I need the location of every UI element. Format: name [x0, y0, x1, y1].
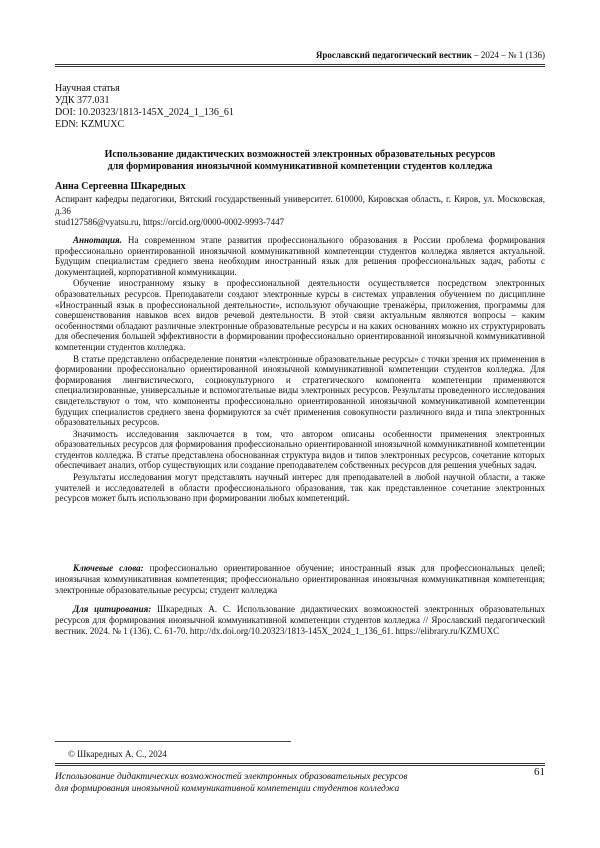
abstract-paragraph: Обучение иностранному языку в профессиональной деятельности осуществляется посредством электронных образовательных ресурсов. Преподаватели создают электронные курсы в системах управления обучением по дисциплине «Иностранный язык в профессиональной деятельности», используют обучающие тренажёры, приложения, программы для совершенствования навыков всех видов речевой деятельности. В этой связи актуальным являются вопросы – каким особенностями обладают различные электронные образовательные ресурсы и на каких основаниях можно их структурировать для обеспечения большей эффективности в формировании профессионально ориентированной иноязычной коммуникативной компетенции студентов колледжа.: [55, 278, 545, 352]
keywords-label: Ключевые слова:: [73, 563, 144, 573]
footer-rule: [55, 763, 545, 764]
abstract-paragraph: Результаты исследования могут представлять научный интерес для преподавателей в любой научной области, а также учителей и исследователей в области профессионального образования, так как представленное сочетание электронных ресурсов может быть использовано при формировании любых компетенций.: [55, 472, 545, 504]
copyright-footnote: © Шкаредных А. С., 2024: [68, 749, 167, 759]
abstract-paragraph: Значимость исследования заключается в том, что автором описаны особенности применения электронных образовательных ресурсов для формирования профессионально ориентированной иноязычной коммуникативной компетенции студентов колледжа. В статье представлена обоснованная структура видов и типов электронных ресурсов, сочетание которых обеспечивает анализ, отбор существующих или создание преподавателем собственных ресурсов для решения учебных задач.: [55, 428, 545, 471]
citation: [55, 604, 545, 637]
udk: УДК 377.031: [55, 95, 110, 106]
article-title: [55, 149, 545, 173]
footer-line-2: для формирования иноязычной коммуникативной компетенции студентов колледжа: [55, 784, 400, 794]
article-meta: [55, 83, 234, 131]
author-affiliation: [55, 194, 545, 229]
journal-issue: – 2024 – № 1 (136): [471, 50, 545, 60]
title-line-2: для формирования иноязычной коммуникативной компетенции студентов колледжа: [107, 161, 493, 172]
footnote-rule: [55, 741, 291, 742]
journal-name: Ярославский педагогический вестник: [315, 50, 472, 60]
doi: DOI: 10.20323/1813-145X_2024_1_136_61: [55, 107, 234, 118]
keywords: [55, 563, 545, 596]
abstract-paragraph: В статье представлено опбасределение понятия «электронные образовательные ресурсы» с точки зрения их применения в формировании профессионально ориентированной иноязычной коммуникативной компетенции студентов колледжа. Для формирования лингвистического, социокультурного и стратегического компонента компетенции применяются специализированные, универсальные и вспомогательные виды электронных ресурсов. Результаты проведенного исследования свидетельствуют о том, что компоненты профессионально ориентированной иноязычной коммуникативной компетенции будущих специалистов среднего звена формируются за счёт применения совокупности различного вида и типа электронных образовательных ресурсов.: [55, 353, 545, 428]
author-contacts: stud127586@vyatsu.ru, https://orcid.org/0000-0002-9993-7447: [55, 217, 285, 227]
citation-label: Для цитирования:: [73, 604, 152, 614]
author-name: Анна Сергеевна Шкаредных: [55, 181, 186, 192]
page-number: 61: [534, 766, 545, 778]
running-footer: [55, 771, 475, 795]
abstract-label: Аннотация.: [73, 235, 122, 245]
abstract: [55, 235, 545, 505]
title-line-1: Использование дидактических возможностей электронных образовательных ресурсов: [104, 149, 496, 160]
article-type: Научная статья: [55, 83, 120, 94]
keywords-text: профессионально ориентированное обучение; иностранный язык для профессиональных целей; иноязычная коммуникативная компетенция; профессионально ориентированная иноязычная коммуникативная компетенция; электронные образовательные ресурсы; студент колледжа: [55, 563, 545, 595]
footer-line-1: Использование дидактических возможностей электронных образовательных ресурсов: [55, 772, 408, 782]
affiliation-text: Аспирант кафедры педагогики, Вятский государственный университет. 610000, Кировская область, г. Киров, ул. Московская, д.36: [55, 194, 545, 216]
citation-text: Шкаредных А. С. Использование дидактических возможностей электронных образовательных ресурсов для формирования иноязычной коммуникативной компетенции студентов колледжа // Ярославский педагогический вестник. 2024. № 1 (136). С. 61-70. http://dx.doi.org/10.20323/1813-145X_2024_1_136_61. https://elibrary.ru/KZMUXC: [55, 604, 546, 636]
running-header: [55, 50, 545, 60]
footer-rule-thin: [55, 765, 545, 766]
header-rule: [55, 64, 545, 65]
header-rule-thin: [55, 66, 545, 67]
abstract-paragraph: Аннотация. На современном этапе развития профессионального образования в России проблема формирования профессионально ориентированной иноязычной коммуникативной компетенции студентов колледжа является актуальной. Будущим специалистам среднего звена необходим иностранный язык для решения профессиональных задач, работы с документацией, корпоративной коммуникации.: [55, 235, 545, 277]
edn: EDN: KZMUXC: [55, 119, 125, 130]
